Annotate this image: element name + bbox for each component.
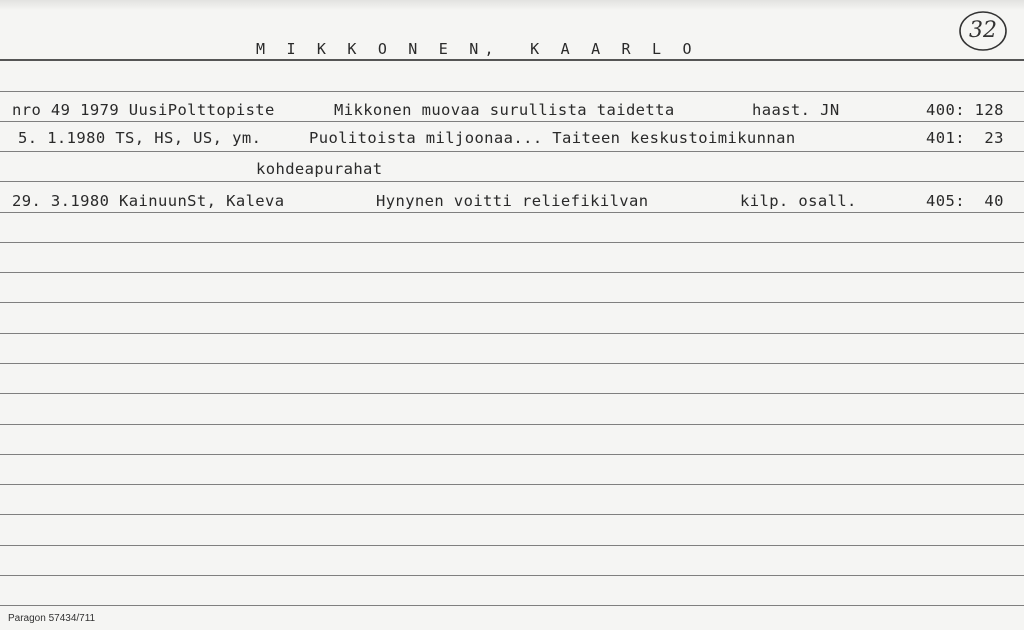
ruled-line — [0, 393, 1024, 394]
ruled-line — [0, 272, 1024, 273]
entry-headline: Mikkonen muovaa surullista taidetta — [334, 101, 675, 119]
ruled-line — [0, 151, 1024, 152]
ruled-line — [0, 91, 1024, 92]
card-title-name: M I K K O N E N, K A A R L O — [256, 40, 698, 58]
entry-reference: 401: 23 — [926, 129, 1004, 147]
card-number: 32 — [969, 18, 997, 43]
ruled-line — [0, 333, 1024, 334]
entry-source: 29. 3.1980 KainuunSt, Kaleva — [12, 192, 285, 210]
ruled-line — [0, 212, 1024, 213]
ruled-line — [0, 545, 1024, 546]
entry-headline: Puolitoista miljoonaa... Taiteen keskustoimikunnan — [309, 129, 796, 147]
entry-note: kilp. osall. — [740, 192, 857, 210]
ruled-line — [0, 575, 1024, 576]
ruled-line — [0, 605, 1024, 606]
ruled-line — [0, 302, 1024, 303]
entry-note: haast. JN — [752, 101, 840, 119]
title-rule — [0, 59, 1024, 61]
ruled-line — [0, 181, 1024, 182]
ruled-line — [0, 363, 1024, 364]
ruled-line — [0, 484, 1024, 485]
ruled-line — [0, 121, 1024, 122]
ruled-line — [0, 242, 1024, 243]
card-top-edge — [0, 0, 1024, 10]
ruled-line — [0, 424, 1024, 425]
entry-source: nro 49 1979 UusiPolttopiste — [12, 101, 275, 119]
entry-reference: 405: 40 — [926, 192, 1004, 210]
entry-reference: 400: 128 — [926, 101, 1004, 119]
entry-headline-continued: kohdeapurahat — [256, 160, 383, 178]
entry-source: 5. 1.1980 TS, HS, US, ym. — [18, 129, 262, 147]
ruled-line — [0, 514, 1024, 515]
ruled-line — [0, 454, 1024, 455]
entry-headline: Hynynen voitti reliefikilvan — [376, 192, 649, 210]
card-print-code: Paragon 57434/711 — [8, 613, 96, 624]
